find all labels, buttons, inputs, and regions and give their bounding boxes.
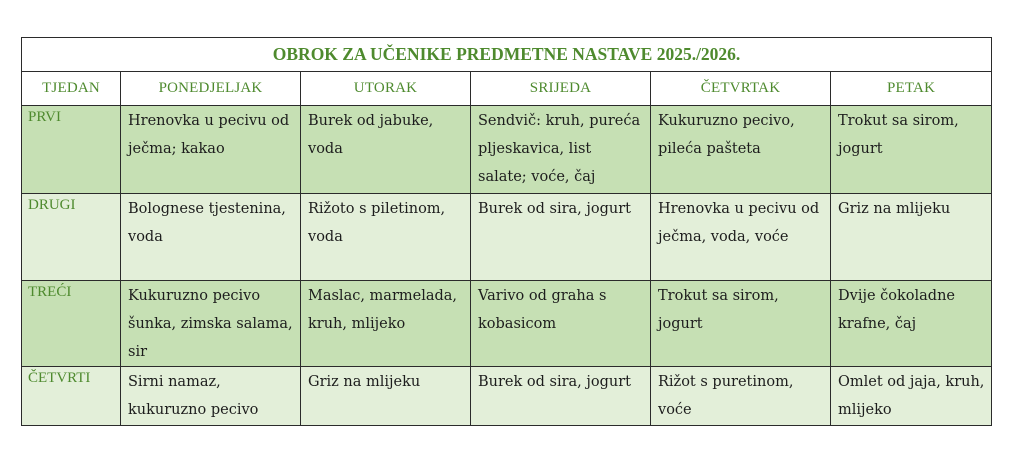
column-header-week: TJEDAN [22,72,121,106]
meal-cell: Griz na mlijeku [831,194,992,281]
meal-cell: Kukuruzno pecivo, pileća pašteta [651,106,831,194]
meal-cell: Maslac, marmelada, kruh, mlijeko [301,281,471,367]
meal-cell: Sirni namaz, kukuruzno pecivo [121,367,301,426]
meal-cell: Trokut sa sirom, jogurt [831,106,992,194]
meal-schedule-table [21,37,992,426]
meal-cell: Burek od sira, jogurt [471,194,651,281]
meal-cell: Dvije čokoladne krafne, čaj [831,281,992,367]
header-row [22,72,992,106]
week-label: ČETVRTI [22,367,121,426]
column-header-thursday: ČETVRTAK [651,72,831,106]
week-label: TREĆI [22,281,121,367]
table-row-week-4 [22,367,992,426]
table-title: OBROK ZA UČENIKE PREDMETNE NASTAVE 2025./2026. [22,38,992,72]
table-row-week-1 [22,106,992,194]
week-label: PRVI [22,106,121,194]
meal-cell: Trokut sa sirom, jogurt [651,281,831,367]
column-header-monday: PONEDJELJAK [121,72,301,106]
meal-cell: Rižot s puretinom, voće [651,367,831,426]
meal-cell: Bolognese tjestenina, voda [121,194,301,281]
meal-cell: Sendvič: kruh, pureća pljeskavica, list salate; voće, čaj [471,106,651,194]
meal-cell: Burek od sira, jogurt [471,367,651,426]
meal-cell: Omlet od jaja, kruh, mlijeko [831,367,992,426]
column-header-friday: PETAK [831,72,992,106]
table-row-week-3 [22,281,992,367]
meal-cell: Hrenovka u pecivu od ječma; kakao [121,106,301,194]
meal-cell: Hrenovka u pecivu od ječma, voda, voće [651,194,831,281]
week-label: DRUGI [22,194,121,281]
table-row-week-2 [22,194,992,281]
column-header-wednesday: SRIJEDA [471,72,651,106]
meal-cell: Rižoto s piletinom, voda [301,194,471,281]
meal-cell: Kukuruzno pecivo šunka, zimska salama, sir [121,281,301,367]
meal-cell: Varivo od graha s kobasicom [471,281,651,367]
meal-cell: Griz na mlijeku [301,367,471,426]
meal-cell: Burek od jabuke, voda [301,106,471,194]
column-header-tuesday: UTORAK [301,72,471,106]
